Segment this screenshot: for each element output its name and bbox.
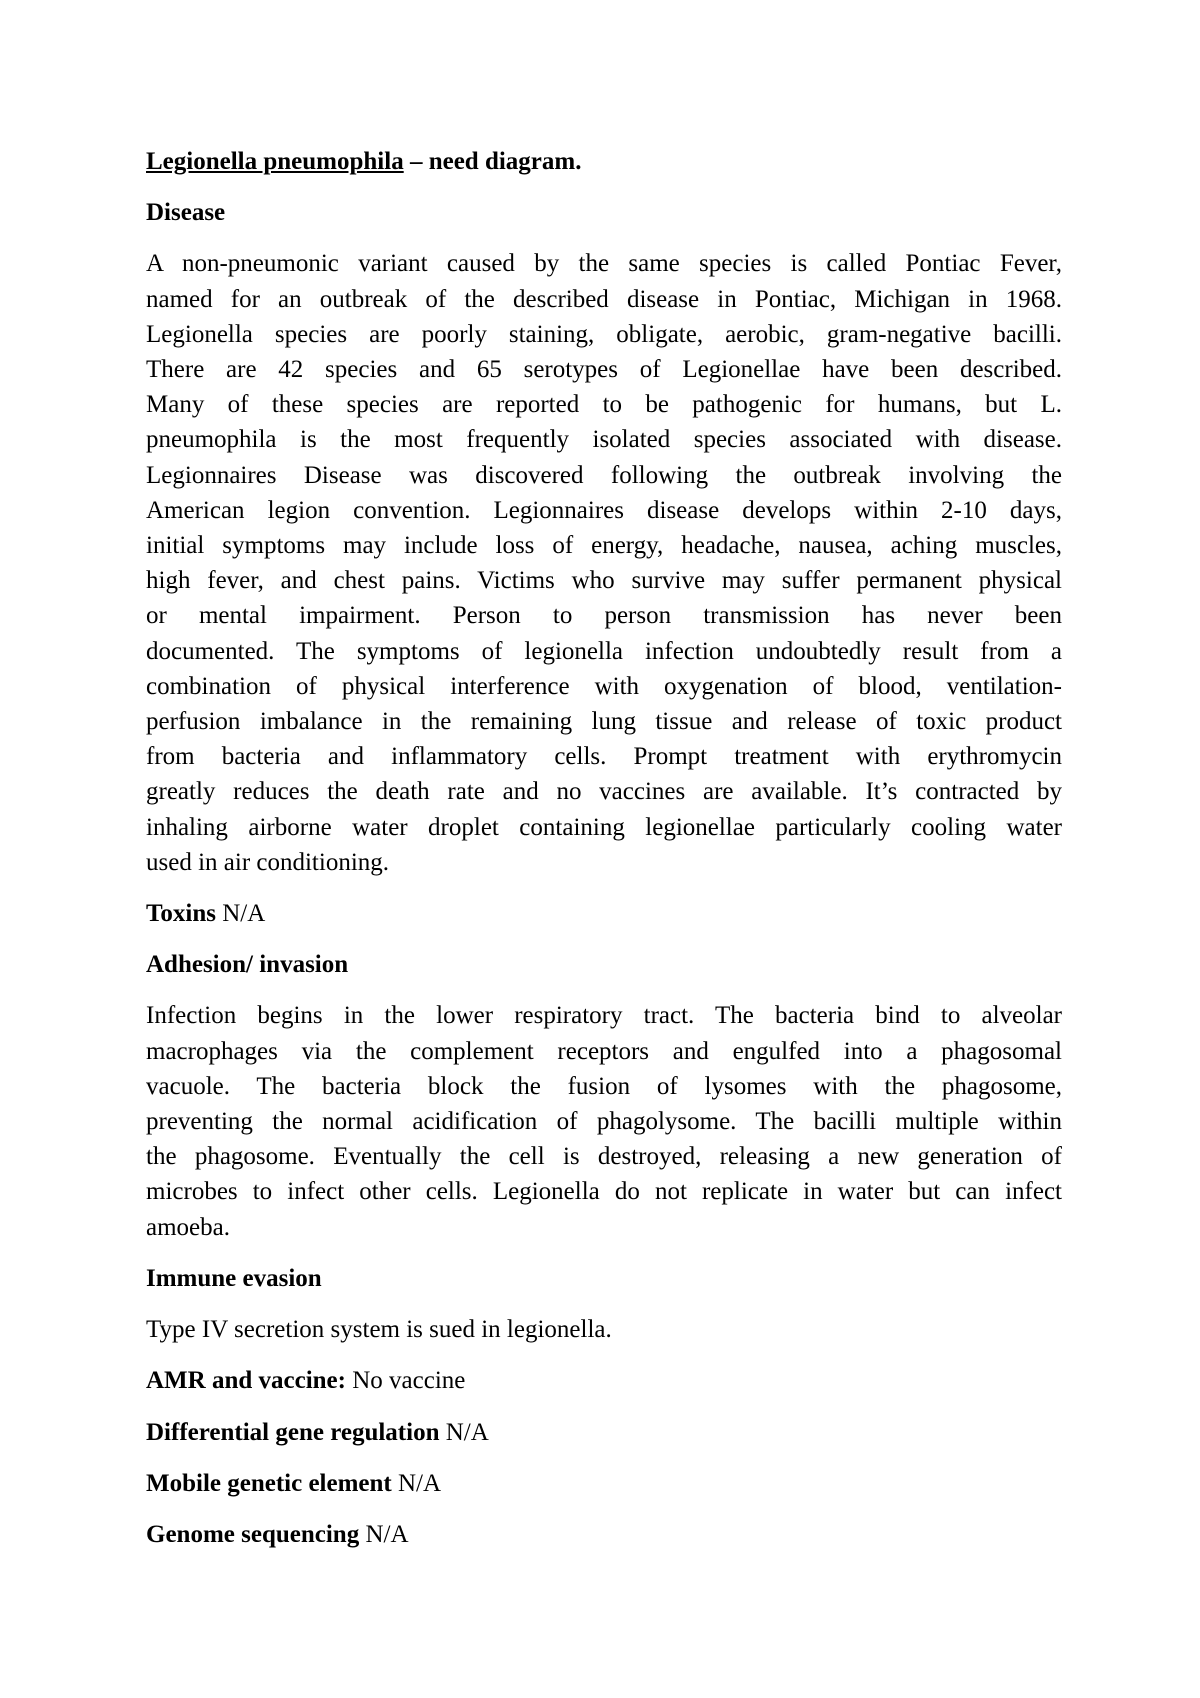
paragraph-line: macrophages via the complement receptors and engulfed into a phagosomal xyxy=(146,1037,1062,1065)
document-title xyxy=(146,144,1062,179)
paragraph-line: inhaling airborne water droplet containing legionellae particularly cooling water xyxy=(146,813,1062,841)
paragraph-line: Legionella species are poorly staining, obligate, aerobic, gram-negative bacilli. xyxy=(146,320,1062,348)
amr-line xyxy=(146,1363,1062,1398)
toxins-value: N/A xyxy=(215,900,266,928)
paragraph-line: greatly reduces the death rate and no vaccines are available. It’s contracted by xyxy=(146,778,1062,806)
paragraph-line: used in air conditioning. xyxy=(146,848,390,876)
disease-heading: Disease xyxy=(146,199,226,227)
paragraph-line: amoeba. xyxy=(146,1213,230,1241)
paragraph-line: Many of these species are reported to be pathogenic for humans, but L. xyxy=(146,391,1062,419)
paragraph-line: named for an outbreak of the described disease in Pontiac, Michigan in 1968. xyxy=(146,285,1062,313)
paragraph-line: Infection begins in the lower respiratory tract. The bacteria bind to alveolar xyxy=(146,1002,1062,1030)
paragraph-line: from bacteria and inflammatory cells. Prompt treatment with erythromycin xyxy=(146,743,1062,771)
adhesion-heading: Adhesion/ invasion xyxy=(146,951,349,979)
amr-heading: AMR and vaccine: xyxy=(146,1367,346,1395)
gene-regulation-line xyxy=(146,1415,1062,1450)
title-note: – need diagram. xyxy=(403,148,582,175)
paragraph-line: combination of physical interference with oxygenation of blood, ventilation- xyxy=(146,672,1062,700)
mobile-element-line xyxy=(146,1466,1062,1501)
paragraph-line: A non-pneumonic variant caused by the same species is called Pontiac Fever, xyxy=(146,250,1062,278)
genome-sequencing-line xyxy=(146,1517,1062,1552)
paragraph-line: microbes to infect other cells. Legionella do not replicate in water but can infect xyxy=(146,1178,1062,1206)
species-name: Legionella pneumophila xyxy=(146,148,404,175)
paragraph-line: initial symptoms may include loss of energy, headache, nausea, aching muscles, xyxy=(146,532,1062,560)
document-page xyxy=(146,144,1062,1552)
toxins-line xyxy=(146,896,1062,931)
genome-sequencing-value: N/A xyxy=(359,1520,409,1548)
disease-paragraph xyxy=(146,246,1062,880)
gene-regulation-value: N/A xyxy=(439,1418,489,1446)
paragraph-line: the phagosome. Eventually the cell is destroyed, releasing a new generation of xyxy=(146,1143,1062,1171)
genome-sequencing-heading: Genome sequencing xyxy=(146,1520,360,1548)
paragraph-line: There are 42 species and 65 serotypes of Legionellae have been described. xyxy=(146,356,1062,384)
paragraph-line: vacuole. The bacteria block the fusion of lysomes with the phagosome, xyxy=(146,1072,1062,1100)
paragraph-line: Legionnaires Disease was discovered following the outbreak involving the xyxy=(146,461,1062,489)
gene-regulation-heading: Differential gene regulation xyxy=(146,1418,440,1446)
toxins-heading: Toxins xyxy=(146,900,216,928)
paragraph-line: American legion convention. Legionnaires disease develops within 2-10 days, xyxy=(146,496,1062,524)
immune-evasion-text: Type IV secretion system is sued in legionella. xyxy=(146,1316,612,1344)
paragraph-line: perfusion imbalance in the remaining lung tissue and release of toxic product xyxy=(146,708,1062,736)
paragraph-line: preventing the normal acidification of phagolysome. The bacilli multiple within xyxy=(146,1108,1062,1136)
paragraph-line: or mental impairment. Person to person transmission has never been xyxy=(146,602,1062,630)
adhesion-paragraph xyxy=(146,998,1062,1244)
immune-evasion-heading: Immune evasion xyxy=(146,1264,322,1292)
mobile-element-heading: Mobile genetic element xyxy=(146,1469,392,1497)
amr-value: No vaccine xyxy=(345,1367,466,1395)
paragraph-line: high fever, and chest pains. Victims who survive may suffer permanent physical xyxy=(146,567,1062,595)
mobile-element-value: N/A xyxy=(391,1469,442,1497)
paragraph-line: documented. The symptoms of legionella infection undoubtedly result from a xyxy=(146,637,1062,665)
paragraph-line: pneumophila is the most frequently isolated species associated with disease. xyxy=(146,426,1062,454)
